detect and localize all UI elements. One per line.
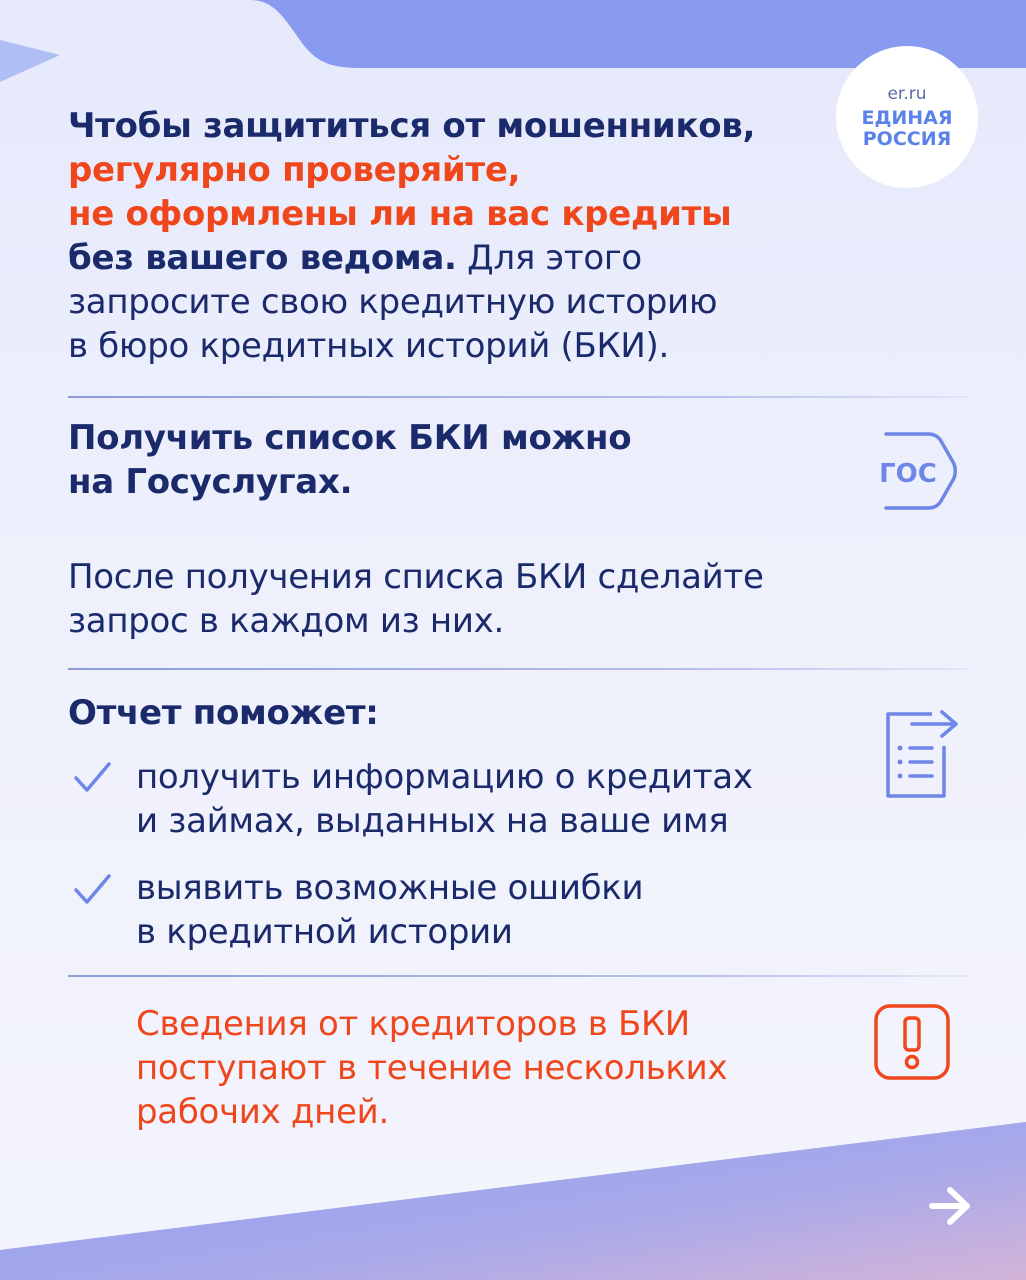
warning-block (136, 1002, 856, 1134)
report-item-2-line-2: в кредитной истории (136, 912, 513, 952)
intro-line-6: в бюро кредитных историй (БКИ). (68, 326, 669, 366)
intro-line-4-bold: без вашего ведома. (68, 238, 457, 278)
divider (68, 668, 968, 670)
divider (68, 396, 968, 398)
logo-site: er.ru (887, 84, 927, 104)
report-heading-text: Отчет поможет: (68, 693, 379, 733)
logo-badge (836, 46, 978, 188)
report-item-2-line-1: выявить возможные ошибки (136, 868, 644, 908)
intro-line-3: не оформлены ли на вас кредиты (68, 194, 732, 234)
check-icon (72, 872, 112, 908)
intro-block (68, 104, 828, 368)
gosuslugi-note-line-2: запрос в каждом из них. (68, 601, 504, 641)
warning-line-3: рабочих дней. (136, 1092, 389, 1132)
gosuslugi-icon (866, 430, 958, 512)
gosuslugi-heading-line-2: на Госуслугах. (68, 462, 353, 502)
gosuslugi-heading-line-1: Получить список БКИ можно (68, 418, 632, 458)
gosuslugi-heading (68, 416, 828, 504)
warning-exclamation-icon (872, 1002, 952, 1082)
intro-line-4 (68, 236, 828, 280)
gosuslugi-note (68, 555, 888, 643)
logo-brand-line2: РОССИЯ (862, 128, 952, 150)
intro-line-4-rest: Для этого (456, 238, 642, 278)
divider (68, 975, 968, 977)
intro-line-1: Чтобы защититься от мошенников, (68, 106, 756, 146)
warning-line-1: Сведения от кредиторов в БКИ (136, 1004, 690, 1044)
report-item-1-line-2: и займах, выданных на ваше имя (136, 801, 729, 841)
check-icon (72, 760, 112, 796)
report-item (136, 866, 896, 954)
gosuslugi-icon-label: ГОС (879, 459, 937, 489)
arrow-right-icon[interactable] (928, 1186, 972, 1226)
intro-line-2: регулярно проверяйте, (68, 150, 521, 190)
report-item (136, 755, 896, 843)
intro-line-5: запросите свою кредитную историю (68, 282, 718, 322)
logo-brand-line1: ЕДИНАЯ (861, 107, 953, 129)
report-heading (68, 691, 768, 735)
gosuslugi-note-line-1: После получения списка БКИ сделайте (68, 557, 764, 597)
report-item-1-line-1: получить информацию о кредитах (136, 757, 753, 797)
warning-line-2: поступают в течение нескольких (136, 1048, 728, 1088)
